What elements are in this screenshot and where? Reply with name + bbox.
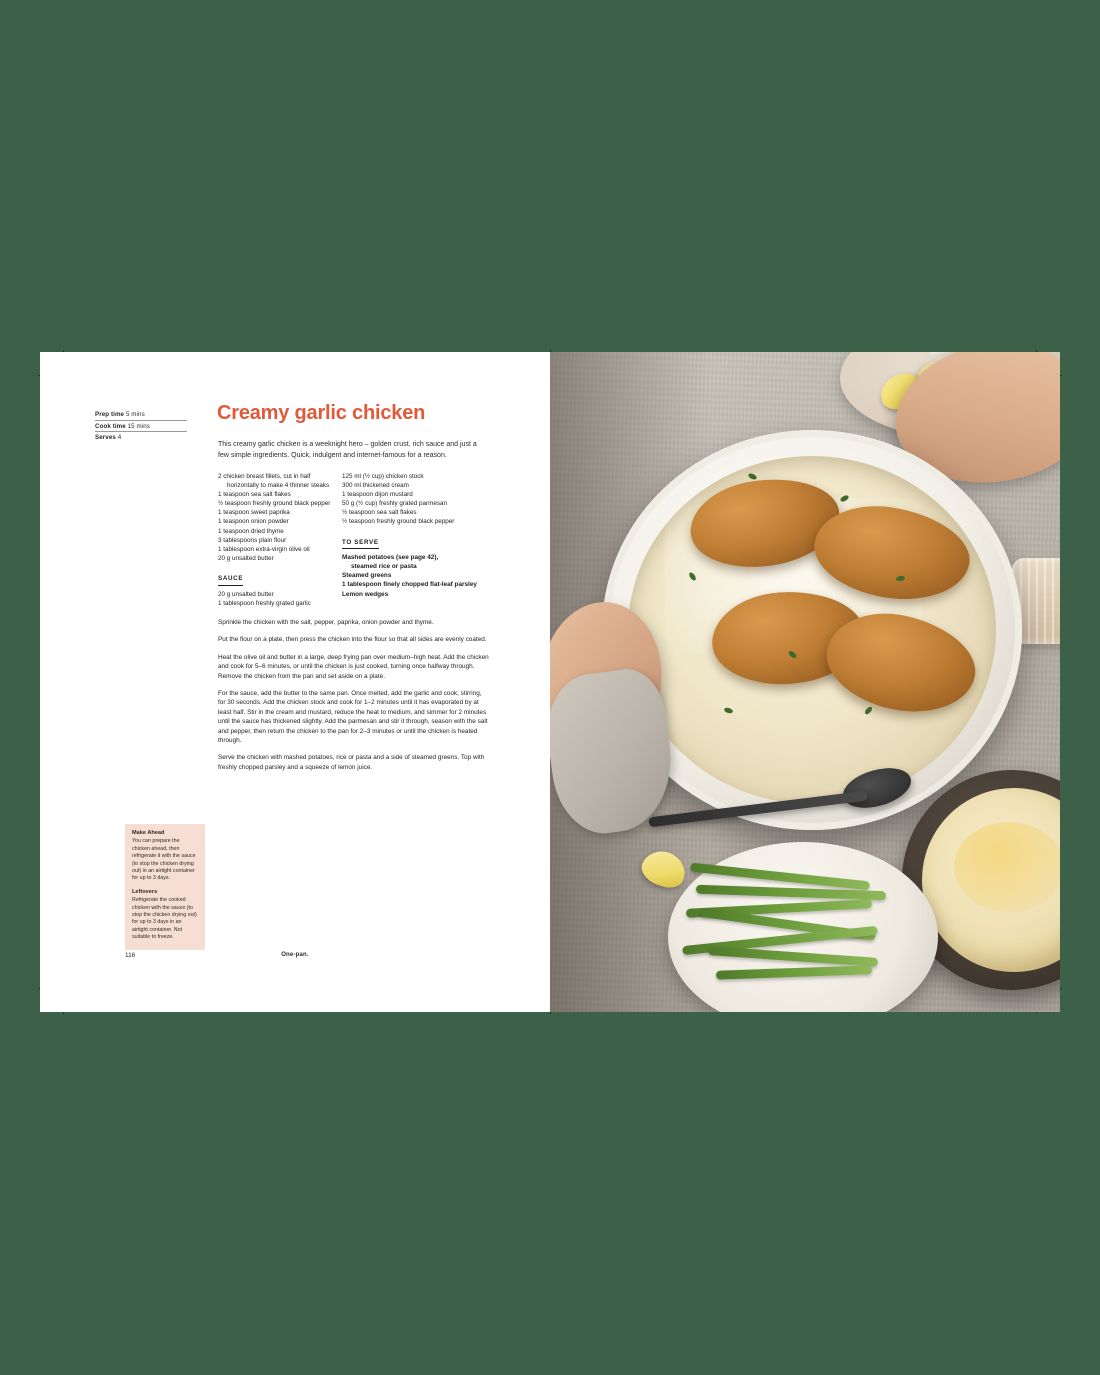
running-head: One-pan. [281,952,309,958]
serve-item: steamed rice or pasta [351,563,417,571]
cook-time-value: 15 mins [127,422,151,430]
ingredient-item: 1 tablespoon extra-virgin olive oil [218,545,310,553]
ingredient-item: 1 teaspoon sweet paprika [218,509,290,517]
to-serve-heading: TO SERVE [342,538,379,550]
serve-item: Steamed greens [342,572,392,580]
serves-value: 4 [117,434,122,441]
cook-time-label: Cook time [95,422,126,430]
leftovers-text: Refrigerate the cooked chicken with the sauce (to stop the chicken drying out) for up to 3 days in an airtight container. Not suitable to freeze. [132,897,197,941]
recipe-page [40,352,550,1012]
page-title: Creamy garlic chicken [217,402,426,424]
ingredient-item: 300 ml thickened cream [342,482,409,490]
method-step: Put the flour on a plate, then press the chicken into the flour so that all sides are evenly coated. [218,636,487,644]
ingredient-item: 20 g unsalted butter [218,554,274,562]
serves-row [95,431,187,443]
photo-illustration [550,352,1060,1012]
ingredient-item: ½ teaspoon freshly ground black pepper [342,518,455,526]
prep-time-label: Prep time [95,411,125,418]
serve-item: 1 tablespoon finely chopped flat-leaf parsley [342,581,477,589]
parsley-garnish [723,707,733,715]
ingredient-item: ½ teaspoon freshly ground black pepper [218,500,331,508]
pan-sauce [628,456,996,804]
ingredient-item: 1 teaspoon dried thyme [218,527,284,535]
page-number: 116 [125,952,136,959]
method-steps [218,618,490,780]
method-step: Heat the olive oil and butter in a large, deep frying pan over medium–high heat. Add the chicken and cook for 5–6 minutes, or until the chicken is just cooked, turning once halfway through. Remove the chicken from the pan and set aside on a plate. [218,653,489,680]
ingredients-column-sauce [342,472,492,599]
recipe-photo [550,352,1060,1012]
ingredient-item: 2 chicken breast fillets, cut in half [218,473,311,480]
cook-time-row [95,420,187,432]
make-ahead-note-box [125,824,205,950]
method-step: Sprinkle the chicken with the salt, pepper, paprika, onion powder and thyme. [218,619,434,626]
prep-time-row [95,410,187,420]
sauce-heading: SAUCE [218,574,243,586]
ingredient-item: 50 g (½ cup) freshly grated parmesan [342,500,448,508]
serves-label: Serves [95,434,116,441]
recipe-meta [95,410,187,443]
ingredient-item: 3 tablespoons plain flour [218,536,287,544]
ingredient-item: 1 teaspoon sea salt flakes [218,491,291,499]
leftovers-heading: Leftovers [132,888,158,895]
serve-item: Mashed potatoes (see page 42), [342,554,439,562]
prep-time-value: 5 mins [125,411,145,418]
method-step: Serve the chicken with mashed potatoes, rice or pasta and a side of steamed greens. Top with freshly chopped parsley and a squeeze of lemon juice. [218,754,485,771]
serve-item: Lemon wedges [342,590,389,598]
ingredient-item: 1 teaspoon onion powder [218,518,289,526]
parsley-garnish [747,472,757,480]
make-ahead-text: You can prepare the chicken ahead, then refrigerate it with the sauce (to stop the chicken drying out) in an airtight container for up to 3 days. [132,838,196,882]
parsley-garnish [864,705,874,715]
ingredient-item: 20 g unsalted butter [218,590,274,598]
ingredient-item: 1 tablespoon freshly grated garlic [218,599,311,607]
ingredient-item: 125 ml (½ cup) chicken stock [342,473,424,480]
method-step: For the sauce, add the butter to the same pan. Once melted, add the garlic and cook, stirring, for 30 seconds. Add the chicken stock and cook for 1–2 minutes until it has evaporated by at least half. Stir in the cream and mustard, reduce the heat to medium, and simmer for 2 minutes until the sauce has thickened slightly. Add the parmesan and stir it through, season with the salt and pepper, then return the chicken to the pan for 2–3 minutes or until the chicken is heated through. [218,690,488,745]
ingredients-column-main [218,472,358,608]
ingredient-item: horizontally to make 4 thinner steaks [227,482,330,490]
book-spread [40,352,1060,1012]
recipe-intro: This creamy garlic chicken is a weeknight hero – golden crust, rich sauce and just a few simple ingredients. Quick, indulgent and internet-famous for a reason. [218,441,477,459]
olive-oil-drizzle [954,822,1060,912]
ingredient-item: 1 teaspoon dijon mustard [342,491,413,499]
make-ahead-heading: Make Ahead [132,830,165,836]
ingredient-item: ½ teaspoon sea salt flakes [342,509,417,517]
